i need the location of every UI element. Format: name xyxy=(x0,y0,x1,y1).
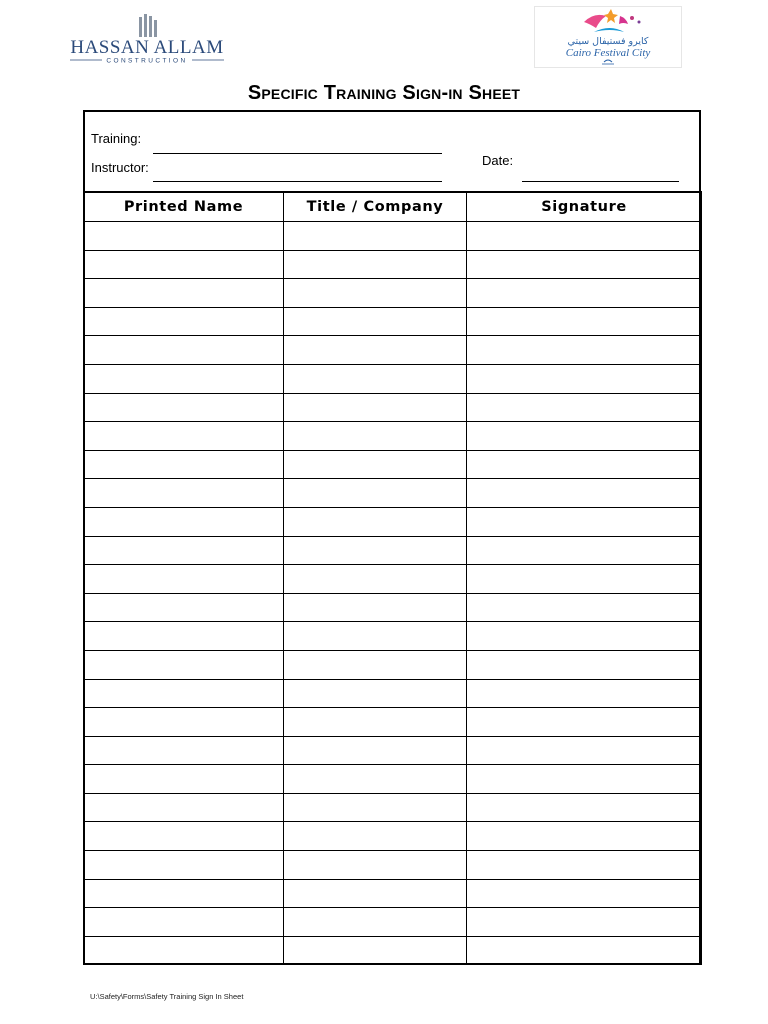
signature-cell[interactable] xyxy=(467,622,702,651)
printed-name-cell[interactable] xyxy=(84,879,284,908)
sign-in-table xyxy=(83,191,702,965)
printed-name-cell[interactable] xyxy=(84,307,284,336)
title-company-cell[interactable] xyxy=(284,908,467,937)
title-company-cell[interactable] xyxy=(284,708,467,737)
printed-name-cell[interactable] xyxy=(84,736,284,765)
table-header-row xyxy=(84,192,702,222)
title-company-cell[interactable] xyxy=(284,422,467,451)
table-row xyxy=(84,250,702,279)
printed-name-cell[interactable] xyxy=(84,593,284,622)
table-row xyxy=(84,393,702,422)
title-company-cell[interactable] xyxy=(284,479,467,508)
cfc-name-text: Cairo Festival City xyxy=(565,47,651,59)
signature-cell[interactable] xyxy=(467,536,702,565)
table-row xyxy=(84,736,702,765)
printed-name-cell[interactable] xyxy=(84,851,284,880)
printed-name-cell[interactable] xyxy=(84,765,284,794)
title-company-cell[interactable] xyxy=(284,307,467,336)
printed-name-cell[interactable] xyxy=(84,336,284,365)
printed-name-cell[interactable] xyxy=(84,908,284,937)
training-field[interactable] xyxy=(153,153,442,154)
signature-cell[interactable] xyxy=(467,679,702,708)
title-company-cell[interactable] xyxy=(284,536,467,565)
printed-name-cell[interactable] xyxy=(84,565,284,594)
signature-cell[interactable] xyxy=(467,565,702,594)
title-company-cell[interactable] xyxy=(284,393,467,422)
signature-cell[interactable] xyxy=(467,793,702,822)
table-row xyxy=(84,222,702,251)
table-row xyxy=(84,622,702,651)
signature-cell[interactable] xyxy=(467,708,702,737)
signature-cell[interactable] xyxy=(467,279,702,308)
hassan-allam-logo-subtext: CONSTRUCTION xyxy=(106,57,188,65)
signature-cell[interactable] xyxy=(467,422,702,451)
table-row xyxy=(84,793,702,822)
title-company-cell[interactable] xyxy=(284,736,467,765)
title-company-cell[interactable] xyxy=(284,650,467,679)
signature-cell[interactable] xyxy=(467,479,702,508)
instructor-label: Instructor: xyxy=(91,160,149,175)
printed-name-cell[interactable] xyxy=(84,679,284,708)
table-row xyxy=(84,879,702,908)
column-header-signature: Signature xyxy=(467,192,702,222)
hassan-allam-logo xyxy=(68,12,226,66)
signature-cell[interactable] xyxy=(467,851,702,880)
file-path-footer: U:\Safety\Forms\Safety Training Sign In Sheet xyxy=(90,992,244,1001)
title-company-cell[interactable] xyxy=(284,593,467,622)
title-company-cell[interactable] xyxy=(284,679,467,708)
table-row xyxy=(84,822,702,851)
printed-name-cell[interactable] xyxy=(84,536,284,565)
signature-cell[interactable] xyxy=(467,250,702,279)
printed-name-cell[interactable] xyxy=(84,422,284,451)
printed-name-cell[interactable] xyxy=(84,650,284,679)
title-company-cell[interactable] xyxy=(284,822,467,851)
table-row xyxy=(84,908,702,937)
title-company-cell[interactable] xyxy=(284,450,467,479)
title-company-cell[interactable] xyxy=(284,565,467,594)
table-row xyxy=(84,765,702,794)
cairo-festival-city-logo xyxy=(534,6,682,68)
table-row xyxy=(84,336,702,365)
signature-cell[interactable] xyxy=(467,650,702,679)
table-row xyxy=(84,593,702,622)
printed-name-cell[interactable] xyxy=(84,936,284,965)
title-company-cell[interactable] xyxy=(284,279,467,308)
signature-cell[interactable] xyxy=(467,593,702,622)
table-row xyxy=(84,650,702,679)
instructor-field[interactable] xyxy=(153,181,442,182)
printed-name-cell[interactable] xyxy=(84,393,284,422)
hassan-allam-logo-text: HASSAN ALLAM xyxy=(70,37,224,58)
table-row xyxy=(84,565,702,594)
table-row xyxy=(84,364,702,393)
title-company-cell[interactable] xyxy=(284,250,467,279)
cfc-arabic-text: كايرو فستيفال سيتي xyxy=(567,36,649,47)
table-row xyxy=(84,851,702,880)
column-header-title-company: Title / Company xyxy=(284,192,467,222)
info-section xyxy=(85,112,699,193)
signature-cell[interactable] xyxy=(467,307,702,336)
signature-cell[interactable] xyxy=(467,936,702,965)
signature-cell[interactable] xyxy=(467,822,702,851)
page-title: Specific Training Sign-in Sheet xyxy=(247,82,521,104)
date-field[interactable] xyxy=(522,181,679,182)
printed-name-cell[interactable] xyxy=(84,622,284,651)
signature-cell[interactable] xyxy=(467,450,702,479)
table-row xyxy=(84,307,702,336)
printed-name-cell[interactable] xyxy=(84,708,284,737)
printed-name-cell[interactable] xyxy=(84,793,284,822)
signature-cell[interactable] xyxy=(467,336,702,365)
table-row xyxy=(84,708,702,737)
printed-name-cell[interactable] xyxy=(84,507,284,536)
printed-name-cell[interactable] xyxy=(84,279,284,308)
title-company-cell[interactable] xyxy=(284,851,467,880)
title-company-cell[interactable] xyxy=(284,793,467,822)
sign-in-form xyxy=(83,110,701,965)
printed-name-cell[interactable] xyxy=(84,822,284,851)
signature-cell[interactable] xyxy=(467,908,702,937)
table-row xyxy=(84,450,702,479)
signature-cell[interactable] xyxy=(467,393,702,422)
title-company-cell[interactable] xyxy=(284,879,467,908)
title-company-cell[interactable] xyxy=(284,507,467,536)
signature-cell[interactable] xyxy=(467,879,702,908)
printed-name-cell[interactable] xyxy=(84,450,284,479)
printed-name-cell[interactable] xyxy=(84,222,284,251)
title-company-cell[interactable] xyxy=(284,222,467,251)
column-header-printed-name: Printed Name xyxy=(84,192,284,222)
signature-cell[interactable] xyxy=(467,222,702,251)
title-company-cell[interactable] xyxy=(284,765,467,794)
signature-cell[interactable] xyxy=(467,736,702,765)
table-row xyxy=(84,536,702,565)
printed-name-cell[interactable] xyxy=(84,364,284,393)
training-label: Training: xyxy=(91,131,142,146)
signature-cell[interactable] xyxy=(467,364,702,393)
table-row xyxy=(84,679,702,708)
table-row xyxy=(84,422,702,451)
table-row xyxy=(84,507,702,536)
table-row xyxy=(84,279,702,308)
title-company-cell[interactable] xyxy=(284,622,467,651)
title-company-cell[interactable] xyxy=(284,364,467,393)
table-row xyxy=(84,936,702,965)
title-company-cell[interactable] xyxy=(284,336,467,365)
printed-name-cell[interactable] xyxy=(84,479,284,508)
printed-name-cell[interactable] xyxy=(84,250,284,279)
signature-cell[interactable] xyxy=(467,765,702,794)
title-company-cell[interactable] xyxy=(284,936,467,965)
signature-cell[interactable] xyxy=(467,507,702,536)
table-row xyxy=(84,479,702,508)
date-label: Date: xyxy=(482,153,514,168)
